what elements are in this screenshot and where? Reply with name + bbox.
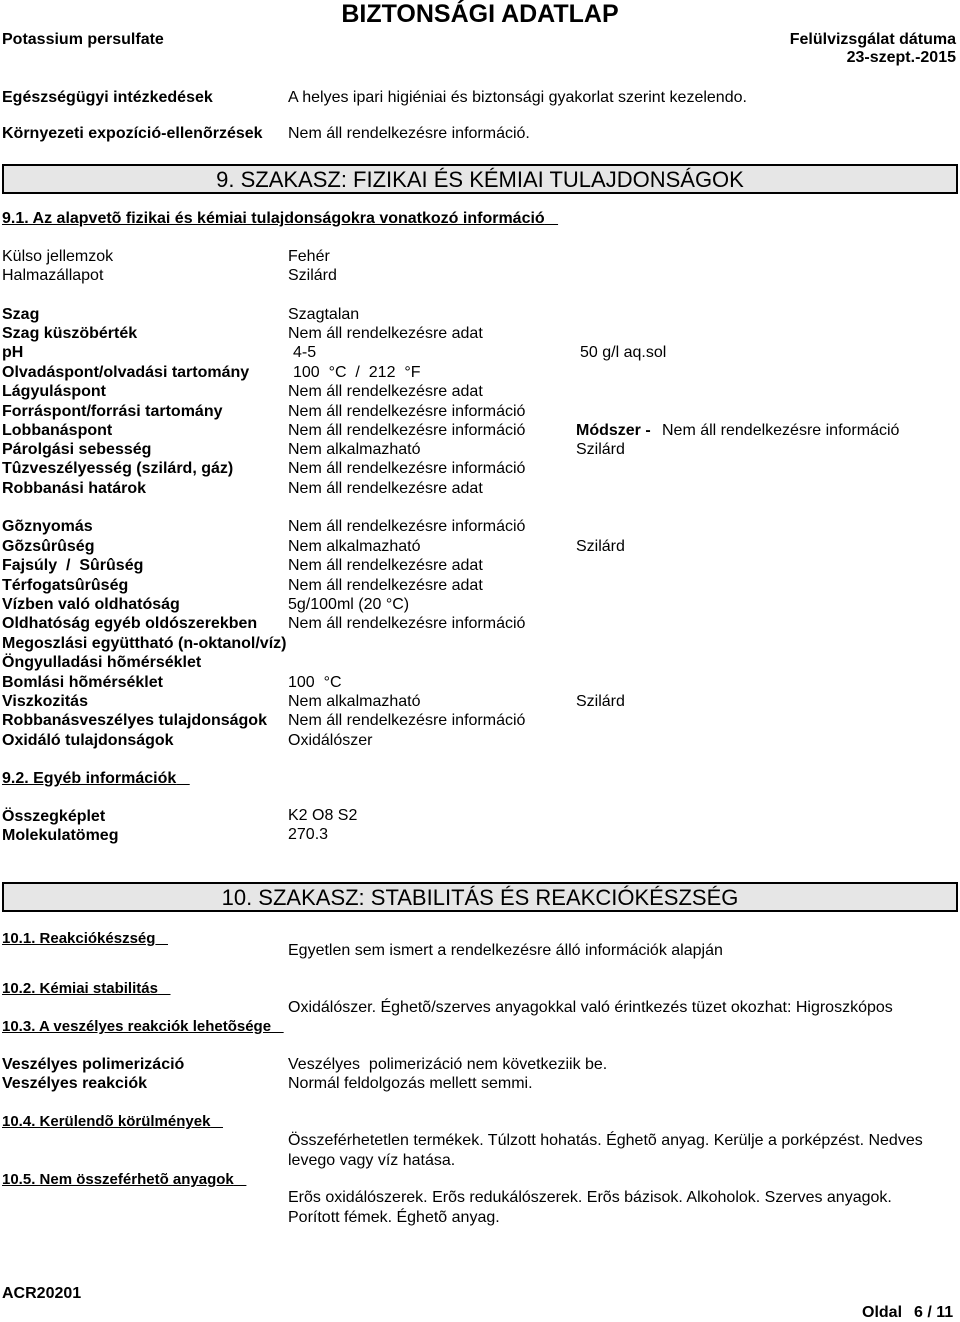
section-10-title: 10. SZAKASZ: STABILITÁS ÉS REAKCIÓKÉSZSÉG: [221, 885, 739, 910]
formula-label: Összegképlet: [2, 808, 106, 825]
flash-point-method-label: Módszer -: [576, 422, 651, 439]
viscosity-label: Viszkozitás: [2, 693, 88, 710]
section-9-title: 9. SZAKASZ: FIZIKAI ÉS KÉMIAI TULAJDONSÁGOK: [216, 167, 744, 192]
decomposition-temp-label: Bomlási hõmérséklet: [2, 674, 163, 691]
odor-label: Szag: [2, 306, 40, 323]
oxidizing-properties-value: Oxidálószer: [288, 732, 373, 749]
bulk-density-label: Térfogatsûrûség: [2, 577, 129, 594]
flammability-value: Nem áll rendelkezésre információ: [288, 460, 526, 477]
evaporation-rate-value: Nem alkalmazható: [288, 441, 421, 458]
incompatible-materials-value: Erõs oxidálószerek. Erõs redukálószerek. Erõs bázisok. Alkoholok. Szerves anyagok. Porított fémek. Éghetõ anyag.: [288, 1189, 892, 1226]
flash-point-value: Nem áll rendelkezésre információ: [288, 422, 526, 439]
explosive-properties-label: Robbanásveszélyes tulajdonságok: [2, 712, 267, 729]
molecular-weight-value: 270.3: [288, 826, 329, 843]
oxidizing-properties-label: Oxidáló tulajdonságok: [2, 732, 174, 749]
subsection-10-2-title: 10.2. Kémiai stabilitás: [2, 980, 158, 997]
revision-date: 23-szept.-2015: [846, 49, 956, 66]
flash-point-method-value: Nem áll rendelkezésre információ: [662, 422, 900, 439]
evaporation-rate-extra: Szilárd: [576, 441, 625, 458]
hazardous-polymerization-value: Veszélyes polimerizáció nem következiik be.: [288, 1056, 608, 1073]
partition-coefficient-label: Megoszlási együttható (n-oktanol/víz): [2, 635, 287, 652]
autoignition-temp-label: Öngyulladási hõmérséklet: [2, 654, 202, 671]
melting-point-label: Olvadáspont/olvadási tartomány: [2, 364, 250, 381]
boiling-point-label: Forráspont/forrási tartomány: [2, 403, 223, 420]
hazardous-reactions-value: Normál feldolgozás mellett semmi.: [288, 1075, 533, 1092]
bulk-density-value: Nem áll rendelkezésre adat: [288, 577, 483, 594]
flammability-label: Tûzveszélyesség (szilárd, gáz): [2, 460, 234, 477]
conditions-to-avoid-value: Összeférhetetlen termékek. Túlzott hohatás. Éghetõ anyag. Kerülje a porképzést. Nedves levego vagy víz hatása.: [288, 1132, 923, 1169]
molecular-weight-label: Molekulatömeg: [2, 827, 119, 844]
page-label: Oldal: [862, 1304, 903, 1321]
subsection-10-3-title: 10.3. A veszélyes reakciók lehetõsége: [2, 1018, 272, 1035]
viscosity-extra: Szilárd: [576, 693, 625, 710]
hazardous-reactions-label: Veszélyes reakciók: [2, 1075, 148, 1092]
explosion-limits-label: Robbanási határok: [2, 480, 147, 497]
subsection-10-1-title: 10.1. Reakciókészség: [2, 930, 156, 947]
health-measures-value: A helyes ipari higiéniai és biztonsági gyakorlat szerint kezelendo.: [288, 89, 747, 106]
odor-threshold-label: Szag küszöbérték: [2, 325, 138, 342]
explosion-limits-value: Nem áll rendelkezésre adat: [288, 480, 483, 497]
ph-extra: 50 g/l aq.sol: [580, 344, 667, 361]
subsection-10-5-title: 10.5. Nem összeférhetõ anyagok: [2, 1171, 234, 1188]
viscosity-value: Nem alkalmazható: [288, 693, 421, 710]
section-9-header: [2, 164, 958, 194]
footer-code: ACR20201: [2, 1285, 82, 1302]
appearance-label: Külso jellemzok: [2, 248, 114, 265]
vapor-pressure-label: Gõznyomás: [2, 518, 93, 535]
specific-gravity-value: Nem áll rendelkezésre adat: [288, 557, 483, 574]
odor-value: Szagtalan: [288, 306, 360, 323]
subsection-9-1-title: 9.1. Az alapvetõ fizikai és kémiai tulajdonságokra vonatkozó információ: [2, 210, 545, 227]
product-name: Potassium persulfate: [2, 31, 164, 48]
revision-label: Felülvizsgálat dátuma: [789, 31, 956, 48]
boiling-point-value: Nem áll rendelkezésre információ: [288, 403, 526, 420]
ph-label: pH: [2, 344, 24, 361]
vapor-pressure-value: Nem áll rendelkezésre információ: [288, 518, 526, 535]
softening-point-label: Lágyuláspont: [2, 383, 107, 400]
softening-point-value: Nem áll rendelkezésre adat: [288, 383, 483, 400]
formula-value: K2 O8 S2: [288, 807, 358, 824]
vapor-density-extra: Szilárd: [576, 538, 625, 555]
water-solubility-value: 5g/100ml (20 °C): [288, 596, 410, 613]
physical-state-value: Szilárd: [288, 267, 337, 284]
melting-point-value: 100 °C / 212 °F: [293, 364, 421, 381]
chemical-stability-value: Oxidálószer. Éghetõ/szerves anyagokkal való érintkezés tüzet okozhat: Higroszkópos: [288, 999, 893, 1016]
document-title: BIZTONSÁGI ADATLAP: [341, 0, 619, 28]
hazardous-polymerization-label: Veszélyes polimerizáció: [2, 1056, 185, 1073]
appearance-value: Fehér: [288, 248, 330, 265]
water-solubility-label: Vízben való oldhatóság: [2, 596, 180, 613]
env-exposure-value: Nem áll rendelkezésre információ.: [288, 125, 530, 142]
ph-value: 4-5: [293, 344, 317, 361]
other-solubility-value: Nem áll rendelkezésre információ: [288, 615, 526, 632]
env-exposure-label: Környezeti expozíció-ellenõrzések: [2, 125, 263, 142]
evaporation-rate-label: Párolgási sebesség: [2, 441, 152, 458]
vapor-density-value: Nem alkalmazható: [288, 538, 421, 555]
specific-gravity-label: Fajsúly / Sûrûség: [2, 557, 144, 574]
other-solubility-label: Oldhatóság egyéb oldószerekben: [2, 615, 258, 632]
decomposition-temp-value: 100 °C: [288, 674, 342, 691]
subsection-9-2-title: 9.2. Egyéb információk: [2, 770, 177, 787]
subsection-10-4-title: 10.4. Kerülendõ körülmények: [2, 1113, 211, 1130]
vapor-density-label: Gõzsûrûség: [2, 538, 95, 555]
reactivity-value: Egyetlen sem ismert a rendelkezésre álló információk alapján: [288, 942, 723, 959]
flash-point-label: Lobbanáspont: [2, 422, 113, 439]
explosive-properties-value: Nem áll rendelkezésre információ: [288, 712, 526, 729]
odor-threshold-value: Nem áll rendelkezésre adat: [288, 325, 483, 342]
page-number: 6 / 11: [914, 1304, 954, 1321]
health-measures-label: Egészségügyi intézkedések: [2, 89, 213, 106]
section-10-header: [2, 882, 958, 912]
physical-state-label: Halmazállapot: [2, 267, 104, 284]
